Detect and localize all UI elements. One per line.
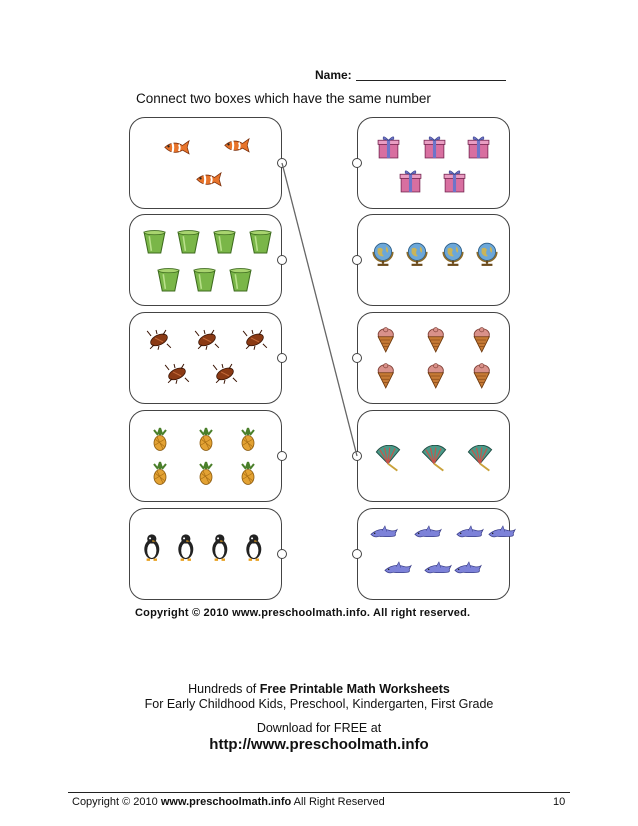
promo-line-3: Download for FREE at [256,721,382,735]
footer-suffix: All Right Reserved [291,796,385,808]
name-label: Name: [315,68,352,82]
footer-divider [68,792,570,793]
promo-line-1 [0,682,638,696]
promo-line-2: For Early Childhood Kids, Preschool, Kindergarten, First Grade [144,697,494,711]
promo-prefix: Hundreds of [188,682,260,696]
worksheet-copyright: Copyright © 2010 www.preschoolmath.info. All right reserved. [135,607,471,619]
promo-url-link[interactable]: http://www.preschoolmath.info [209,736,429,753]
instruction-text: Connect two boxes which have the same number [136,91,431,106]
footer-site-link[interactable]: www.preschoolmath.info [160,796,292,808]
connecting-line [282,163,357,456]
footer-copyright [72,796,385,808]
footer-prefix: Copyright © 2010 [72,796,161,808]
promo-bold: Free Printable Math Worksheets [259,682,450,696]
page-number: 10 [553,796,566,808]
